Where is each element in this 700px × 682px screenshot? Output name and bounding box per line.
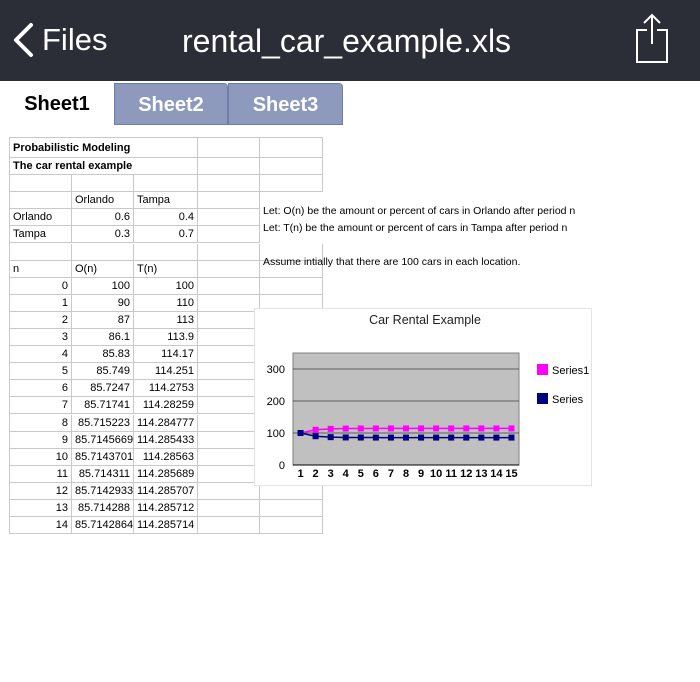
cell[interactable]	[198, 363, 260, 380]
table-cell-tn[interactable]: 114.2753	[134, 380, 198, 397]
data-point	[403, 435, 409, 441]
matrix-header-orlando[interactable]: Orlando	[72, 192, 134, 209]
cell[interactable]	[198, 415, 260, 432]
cell[interactable]	[198, 226, 260, 243]
x-tick-label: 14	[490, 468, 503, 480]
data-point	[388, 425, 394, 431]
cell[interactable]	[198, 483, 260, 500]
table-cell-on[interactable]: 100	[72, 278, 134, 295]
x-tick-label: 12	[460, 468, 473, 480]
table-cell-n[interactable]: 12	[10, 483, 72, 500]
legend-label: Series1	[552, 365, 590, 377]
table-cell-on[interactable]: 85.83	[72, 346, 134, 363]
data-point	[418, 435, 424, 441]
cell[interactable]	[198, 158, 260, 175]
data-point	[343, 426, 349, 432]
table-cell-n[interactable]: 1	[10, 295, 72, 312]
x-tick-label: 4	[342, 468, 349, 480]
x-tick-label: 10	[430, 468, 443, 480]
table-cell-on[interactable]: 85.7143701	[72, 449, 134, 466]
table-cell-tn[interactable]: 114.285712	[134, 500, 198, 517]
data-point	[493, 425, 499, 431]
data-point	[493, 435, 499, 441]
data-point	[373, 435, 379, 441]
cell[interactable]	[198, 329, 260, 346]
table-cell-n[interactable]: 9	[10, 432, 72, 449]
matrix-row-label[interactable]: Tampa	[10, 226, 72, 243]
y-tick-label: 300	[266, 364, 285, 376]
table-cell-tn[interactable]: 100	[134, 278, 198, 295]
x-tick-label: 6	[372, 468, 379, 480]
table-header-on[interactable]: O(n)	[72, 261, 134, 278]
cell[interactable]	[198, 449, 260, 466]
data-point	[328, 434, 334, 440]
y-tick-label: 100	[266, 428, 285, 440]
cell[interactable]	[198, 466, 260, 483]
cell[interactable]	[10, 175, 72, 192]
cell[interactable]	[10, 192, 72, 209]
matrix-value[interactable]: 0.7	[134, 226, 198, 243]
data-point	[328, 426, 334, 432]
cell[interactable]	[198, 175, 260, 192]
table-cell-n[interactable]: 3	[10, 329, 72, 346]
table-cell-n[interactable]: 5	[10, 363, 72, 380]
cell[interactable]	[260, 158, 323, 175]
x-tick-label: 3	[327, 468, 334, 480]
data-point	[478, 425, 484, 431]
x-tick-label: 11	[445, 468, 458, 480]
cell[interactable]	[198, 312, 260, 329]
note-orlando: Let: O(n) be the amount or percent of cars in Orlando after period n	[263, 205, 576, 217]
cell[interactable]	[198, 500, 260, 517]
table-cell-on[interactable]: 85.7247	[72, 380, 134, 397]
chevron-left-icon	[12, 22, 34, 58]
table-cell-tn[interactable]: 114.17	[134, 346, 198, 363]
y-tick-label: 200	[266, 396, 285, 408]
table-cell-tn[interactable]: 113.9	[134, 329, 198, 346]
sheet-tab-bar	[0, 81, 700, 127]
cell[interactable]	[198, 380, 260, 397]
table-cell-on[interactable]: 86.1	[72, 329, 134, 346]
embedded-chart[interactable]	[254, 308, 592, 486]
table-cell-tn[interactable]: 114.285707	[134, 483, 198, 500]
table-header-n[interactable]: n	[10, 261, 72, 278]
table-cell-on[interactable]: 85.749	[72, 363, 134, 380]
data-point	[403, 425, 409, 431]
table-cell-tn[interactable]: 110	[134, 295, 198, 312]
back-button[interactable]	[12, 18, 107, 62]
data-point	[388, 435, 394, 441]
legend-swatch	[537, 364, 548, 375]
x-tick-label: 8	[402, 468, 410, 480]
matrix-value[interactable]: 0.4	[134, 209, 198, 226]
table-cell-tn[interactable]: 114.284777	[134, 415, 198, 432]
cell[interactable]	[198, 244, 260, 261]
matrix-value[interactable]: 0.3	[72, 226, 134, 243]
cell[interactable]	[198, 261, 260, 278]
table-cell-tn[interactable]: 114.285714	[134, 517, 198, 534]
x-tick-label: 2	[312, 468, 319, 480]
cell[interactable]	[260, 138, 323, 158]
data-point	[418, 425, 424, 431]
x-tick-label: 5	[357, 468, 364, 480]
cell[interactable]	[198, 397, 260, 414]
data-point	[343, 434, 349, 440]
legend-swatch	[537, 393, 548, 404]
data-point	[313, 433, 319, 439]
table-cell-n[interactable]: 6	[10, 380, 72, 397]
x-tick-label: 15	[505, 468, 518, 480]
data-point	[448, 425, 454, 431]
table-cell-n[interactable]: 10	[10, 449, 72, 466]
matrix-value[interactable]: 0.6	[72, 209, 134, 226]
matrix-header-tampa[interactable]: Tampa	[134, 192, 198, 209]
table-header-tn[interactable]: T(n)	[134, 261, 198, 278]
table-cell-tn[interactable]: 114.28259	[134, 397, 198, 414]
table-cell-on[interactable]: 85.71741	[72, 397, 134, 414]
table-cell-tn[interactable]: 113	[134, 312, 198, 329]
navigation-bar	[0, 0, 700, 81]
cell[interactable]	[10, 244, 72, 261]
data-point	[298, 430, 304, 436]
data-point	[358, 425, 364, 431]
cell[interactable]	[198, 295, 260, 312]
y-tick-label: 0	[278, 460, 285, 472]
table-cell-on[interactable]: 85.7145669	[72, 432, 134, 449]
data-point	[508, 425, 514, 431]
table-cell-tn[interactable]: 114.285433	[134, 432, 198, 449]
cell[interactable]	[198, 432, 260, 449]
share-button[interactable]	[632, 10, 672, 66]
cell[interactable]	[72, 244, 134, 261]
table-cell-n[interactable]: 8	[10, 415, 72, 432]
data-point	[373, 425, 379, 431]
chart-title: Car Rental Example	[369, 313, 481, 327]
cell[interactable]	[260, 175, 323, 192]
tab-sheet1[interactable]: Sheet1	[0, 83, 114, 125]
share-icon	[632, 10, 672, 66]
cell[interactable]	[260, 517, 323, 534]
plot-area	[293, 353, 519, 465]
cell[interactable]	[134, 244, 198, 261]
table-cell-on[interactable]: 85.7142864	[72, 517, 134, 534]
tab-sheet2[interactable]: Sheet2	[114, 83, 228, 125]
table-cell-tn[interactable]: 114.285689	[134, 466, 198, 483]
table-cell-n[interactable]: 0	[10, 278, 72, 295]
table-cell-on[interactable]: 90	[72, 295, 134, 312]
table-cell-n[interactable]: 14	[10, 517, 72, 534]
data-point	[448, 435, 454, 441]
cell[interactable]	[260, 500, 323, 517]
chart-canvas	[255, 309, 591, 485]
table-cell-on[interactable]: 87	[72, 312, 134, 329]
table-cell-on[interactable]: 85.715223	[72, 415, 134, 432]
data-point	[463, 435, 469, 441]
table-cell-n[interactable]: 7	[10, 397, 72, 414]
data-point	[463, 425, 469, 431]
table-cell-tn[interactable]: 114.251	[134, 363, 198, 380]
table-cell-n[interactable]: 13	[10, 500, 72, 517]
cell[interactable]	[198, 209, 260, 226]
data-point	[433, 425, 439, 431]
sheet-subtitle[interactable]: The car rental example	[10, 158, 198, 175]
sheet-title[interactable]: Probabilistic Modeling	[10, 138, 198, 158]
cell[interactable]	[134, 175, 198, 192]
back-label: Files	[42, 22, 108, 57]
x-tick-label: 7	[387, 468, 394, 480]
table-cell-on[interactable]: 85.714288	[72, 500, 134, 517]
data-point	[358, 435, 364, 441]
data-point	[508, 435, 514, 441]
x-tick-label: 1	[297, 468, 304, 480]
table-cell-n[interactable]: 11	[10, 466, 72, 483]
cell[interactable]	[72, 175, 134, 192]
table-cell-n[interactable]: 4	[10, 346, 72, 363]
note-assumption: Assume intially that there are 100 cars in each location.	[263, 256, 521, 268]
table-cell-n[interactable]: 2	[10, 312, 72, 329]
tab-sheet3[interactable]: Sheet3	[228, 83, 343, 125]
cell[interactable]	[260, 278, 323, 295]
note-tampa: Let: T(n) be the amount or percent of cars in Tampa after period n	[263, 222, 568, 234]
cell[interactable]	[198, 346, 260, 363]
legend-label: Series	[552, 394, 584, 406]
spreadsheet-area[interactable]	[0, 127, 700, 682]
x-tick-label: 13	[475, 468, 488, 480]
cell[interactable]	[198, 138, 260, 158]
document-title: rental_car_example.xls	[182, 23, 512, 59]
x-tick-label: 9	[418, 468, 425, 480]
table-cell-on[interactable]: 85.714311	[72, 466, 134, 483]
data-point	[313, 427, 319, 433]
data-point	[433, 435, 439, 441]
cell[interactable]	[198, 278, 260, 295]
cell[interactable]	[198, 517, 260, 534]
cell[interactable]	[198, 192, 260, 209]
table-cell-tn[interactable]: 114.28563	[134, 449, 198, 466]
table-cell-on[interactable]: 85.7142933	[72, 483, 134, 500]
data-point	[478, 435, 484, 441]
matrix-row-label[interactable]: Orlando	[10, 209, 72, 226]
